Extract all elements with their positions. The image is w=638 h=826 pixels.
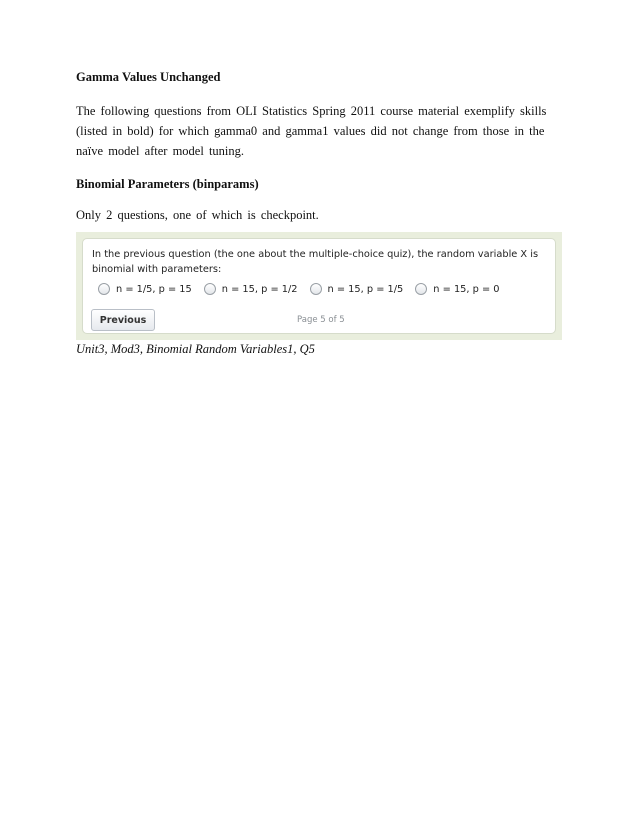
heading-gamma-values: Gamma Values Unchanged xyxy=(76,70,221,84)
option-label: n = 15, p = 1/2 xyxy=(221,283,298,295)
option-2[interactable] xyxy=(204,283,298,295)
option-1[interactable] xyxy=(98,283,192,295)
quiz-screenshot xyxy=(76,232,562,340)
radio-button-icon[interactable] xyxy=(310,283,322,295)
radio-button-icon[interactable] xyxy=(415,283,427,295)
option-label: n = 15, p = 0 xyxy=(433,283,500,295)
option-3[interactable] xyxy=(310,283,404,295)
radio-button-icon[interactable] xyxy=(98,283,110,295)
figure-caption: Unit3, Mod3, Binomial Random Variables1, Q5 xyxy=(76,342,315,356)
quiz-panel xyxy=(82,238,556,334)
count-paragraph: Only 2 questions, one of which is checkpoint. xyxy=(76,208,319,222)
radio-button-icon[interactable] xyxy=(204,283,216,295)
heading-binomial-parameters: Binomial Parameters (binparams) xyxy=(76,177,259,191)
quiz-question: In the previous question (the one about the multiple-choice quiz), the random variable X is binomial with parameters: xyxy=(92,249,539,275)
option-4[interactable] xyxy=(415,283,499,295)
answer-options xyxy=(98,283,500,295)
previous-button[interactable]: Previous xyxy=(91,309,155,331)
intro-paragraph: The following questions from OLI Statistics Spring 2011 course material exemplify skills (listed in bold) for which gamma0 and gamma1 values did not change from those in the naïve model after model tuning. xyxy=(76,104,547,158)
option-label: n = 1/5, p = 15 xyxy=(116,283,192,295)
option-label: n = 15, p = 1/5 xyxy=(327,283,404,295)
page-indicator: Page 5 of 5 xyxy=(297,315,345,325)
